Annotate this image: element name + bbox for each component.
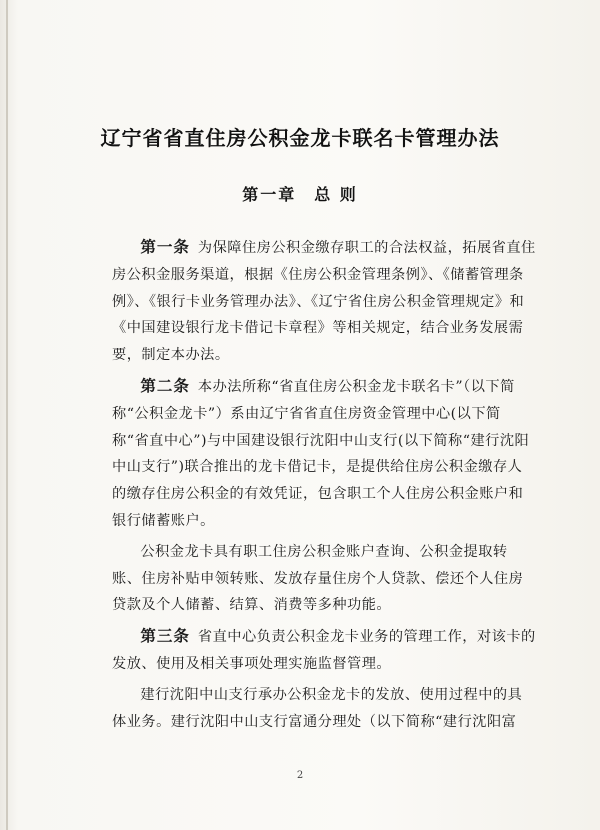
chapter-heading: 第一章 总 则 [242, 185, 358, 204]
article-3-continuation [112, 682, 536, 736]
article-2-lead: 第二条 [140, 375, 190, 395]
article-3-lead: 第三条 [140, 626, 190, 646]
article-2-continuation-text: 公积金龙卡具有职工住房公积金账户查询、公积金提取转账、住房补贴申领转账、发放存量住房个人贷款、偿还个人住房贷款及个人储蓄、结算、消费等多种功能。 [112, 543, 524, 614]
article-3-text: 省直中心负责公积金龙卡业务的管理工作，对该卡的发放、使用及相关事项处理实施监督管理。 [112, 629, 536, 672]
document-body [112, 234, 536, 739]
article-1-lead: 第一条 [140, 237, 190, 256]
article-2-continuation [112, 539, 536, 619]
article-1 [112, 234, 536, 369]
article-3-continuation-text: 建行沈阳中山支行承办公积金龙卡的发放、使用过程中的具体业务。建行沈阳中山支行富通分理处（以下简称“建行沈阳富 [112, 686, 523, 730]
article-3 [112, 623, 536, 678]
article-2 [112, 373, 536, 535]
article-1-text: 为保障住房公积金缴存职工的合法权益，拓展省直住房公积金服务渠道，根据《住房公积金管理条例》、《储蓄管理条例》、《银行卡业务管理办法》、《辽宁省住房公积金管理规定》和《中国建设银行龙卡借记卡章程》等相关规定，结合业务发展需要，制定本办法。 [112, 240, 536, 364]
article-2-text: 本办法所称“省直住房公积金龙卡联名卡”（以下简称“公积金龙卡”）系由辽宁省省直住房资金管理中心(以下简称“省直中心”)与中国建设银行沈阳中山支行(以下简称“建行沈阳中山支行”)联合推出的龙卡借记卡，是提供给住房公积金缴存人的缴存住房公积金的有效凭证，包含职工个人住房公积金账户和银行储蓄账户。 [112, 378, 530, 529]
document-title: 辽宁省省直住房公积金龙卡联名卡管理办法 [100, 126, 500, 150]
page-number: 2 [296, 770, 304, 781]
